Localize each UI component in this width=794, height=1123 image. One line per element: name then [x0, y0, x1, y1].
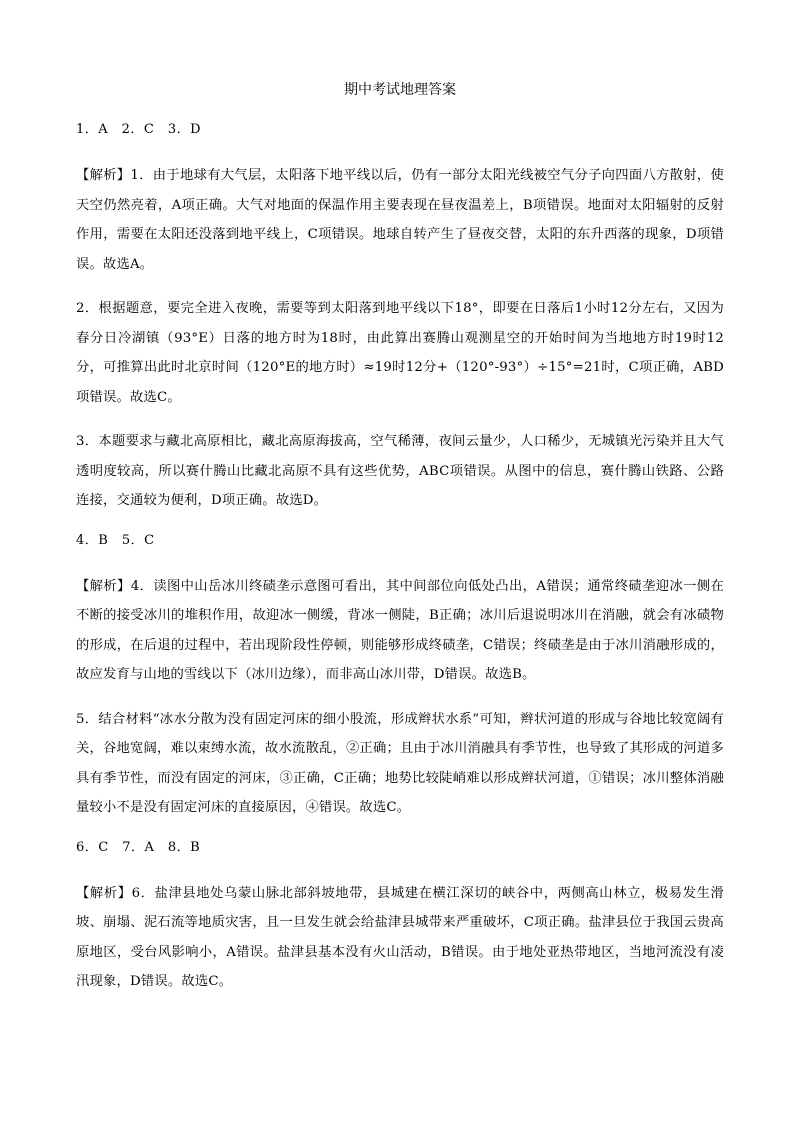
explanation-q6 [76, 879, 724, 997]
explanation-text: 2．根据题意，要完全进入夜晚，需要等到太阳落到地平线以下18°，即要在日落后1小时12分左右，又因为春分日冷湖镇（93°E）日落的地方时为18时，由此算出赛腾山观测星空的开始时间为当地地方时19时12分，可推算出此时北京时间（120°E的地方时）≈19时12分+（120°-93°）÷15°=21时，C项正确，ABD项错误。故选C。 [76, 301, 724, 405]
explanation-q4 [76, 572, 724, 690]
explanation-text: 4．读图中山岳冰川终碛垄示意图可看出，其中间部位向低处凸出，A错误；通常终碛垄迎冰一侧在不断的接受冰川的堆积作用，故迎冰一侧缓，背冰一侧陡，B正确；冰川后退说明冰川在消融，就会有冰碛物的形成，在后退的过程中，若出现阶段性停顿，则能够形成终碛垄，C错误；终碛垄是由于冰川消融形成的，故应发育与山地的雪线以下（冰川边缘），而非高山冰川带，D错误。故选B。 [76, 578, 724, 682]
explanation-text: 3．本题要求与藏北高原相比，藏北高原海拔高，空气稀薄，夜间云量少，人口稀少，无城镇光污染并且大气透明度较高，所以赛什腾山比藏北高原不具有这些优势，ABC项错误。从图中的信息，赛什腾山铁路、公路连接，交通较为便利，D项正确。故选D。 [76, 434, 724, 508]
explanation-tag: 【解析】 [76, 168, 131, 183]
explanation-text: 5．结合材料“冰水分散为没有固定河床的细小股流，形成辫状水系”可知，辫状河道的形成与谷地比较宽阔有关，谷地宽阔，难以束缚水流，故水流散乱，②正确；且由于冰川消融具有季节性，也导致了其形成的河道多具有季节性，而没有固定的河床，③正确，C正确；地势比较陡峭难以形成辫状河道，①错误；冰川整体消融量较小不是没有固定河床的直接原因，④错误。故选C。 [76, 711, 724, 815]
answer-key-4-5: 4．B 5．C [76, 532, 155, 548]
explanation-tag: 【解析】 [76, 885, 132, 901]
explanation-text: 1．由于地球有大气层，太阳落下地平线以后，仍有一部分太阳光线被空气分子向四面八方散射，使天空仍然亮着，A项正确。大气对地面的保温作用主要表现在昼夜温差上，B项错误。地面对太阳辐射的反射作用，需要在太阳还没落到地平线上，C项错误。地球自转产生了昼夜交替，太阳的东升西落的现象，D项错误。故选A。 [76, 168, 724, 272]
explanation-q3 [76, 427, 724, 516]
page-title: 期中考试地理答案 [344, 82, 456, 98]
answer-sheet [76, 80, 724, 1012]
answer-key-6-8: 6．C 7．A 8．B [76, 839, 201, 855]
explanation-tag: 【解析】 [76, 578, 131, 594]
explanation-q5 [76, 705, 724, 823]
answer-key-1-3: 1．A 2．C 3．D [76, 122, 202, 137]
explanation-text: 6．盐津县地处乌蒙山脉北部斜坡地带，县城建在横江深切的峡谷中，两侧高山林立，极易发生滑坡、崩塌、泥石流等地质灾害，且一旦发生就会给盐津县城带来严重破坏，C项正确。盐津县位于我国云贵高原地区，受台风影响小，A错误。盐津县基本没有火山活动，B错误。由于地处亚热带地区，当地河流没有凌汛现象，D错误。故选C。 [76, 885, 724, 989]
explanation-q2 [76, 294, 724, 412]
explanation-q1 [76, 161, 724, 279]
